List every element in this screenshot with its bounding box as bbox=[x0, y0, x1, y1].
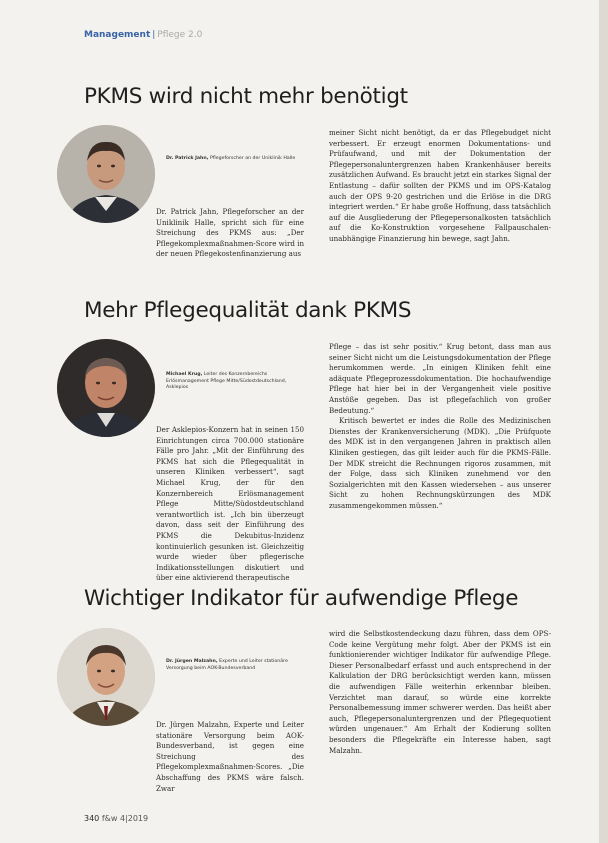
article-1-headline: PKMS wird nicht mehr benötigt bbox=[84, 84, 408, 109]
caption-1-name: Dr. Patrick Jahn, bbox=[166, 156, 209, 161]
subsection-label: Pflege 2.0 bbox=[157, 30, 203, 40]
article-3-column-2 bbox=[329, 629, 551, 756]
page-edge bbox=[599, 0, 608, 843]
article-2-headline: Mehr Pflegequalität dank PKMS bbox=[84, 298, 412, 323]
article-3-col2-text: wird die Selbstkostendeckung dazu führen, dass dem OPS-Code keine Vergütung mehr folgt. Aber der PKMS ist ein funktionierender wichtiger Indikator für aufwendige Pflege. Dieser Personalbedarf erfasst und auch entsprechend in der Kalkulation der DRG berücksichtigt werden kann, müssen die aufwendigen Fälle weiterhin erkennbar bleiben. Verzichtet man darauf, so würde eine korrekte Personalbemessung immer schwerer werden. Das heißt aber auch, Pflegepersonaluntergrenzen und der Pflegequotient würden ungenauer.“ Am Erhalt der Kodierung sollten besonders die Pflegekräfte ein Interesse haben, sagt Malzahn. bbox=[329, 629, 551, 755]
article-3-column-1 bbox=[84, 720, 304, 794]
article-1-column-1 bbox=[84, 207, 304, 260]
magazine-issue: f&w 4|2019 bbox=[101, 814, 149, 823]
portrait-michael-krug bbox=[57, 339, 155, 437]
article-2-col2b-text: Kritisch bewertet er indes die Rolle des Medizinischen Dienstes der Krankenversicherung (MDK). „Die Prüfquote des MDK ist in den vergangenen Jahren in praktisch allen Kliniken gestiegen, das gilt leider auch für die PKMS-Fälle. Der MDK streicht die Rechnungen rigoros zusammen, mit der Folge, dass sich Kliniken zunehmend vor den Sozialgerichten mit den Kassen wiedersehen – aus unserer Sicht zu hohen Rechnungskürzungen des MDK zusammengekommen müssen.“ bbox=[329, 416, 551, 510]
article-1-col2-text: meiner Sicht nicht benötigt, da er das Pflegebudget nicht verbessert. Er erzeugt enormen Dokumentations- und Prüfaufwand, und mit der Dokumentation der Pflegepersonaluntergrenzen haben Krankenhäuser bereits zusätzlichen Aufwand. Es braucht jetzt ein starkes Signal der Entlastung – dafür sollten der PKMS und im OPS-Katalog auch der OPS 9-20 gestrichen und die Erlöse in die DRG integriert werden.“ Er habe große Hoffnung, dass tatsächlich auf die Ausgliederung der Pflegepersonalkosten tatsächlich auf die Ko-Konstruktion vorgesehene Fallpauschalen-unabhängige Finanzierung hin bewege, sagt Jahn. bbox=[329, 128, 551, 243]
section-label: Management bbox=[84, 30, 151, 40]
article-3-col1-text: Dr. Jürgen Malzahn, Experte und Leiter stationäre Versorgung beim AOK-Bundesverband, ist gegen eine Streichung des Pflegekomplexmaßnahmen-Scores. „Die Abschaffung des PKMS wäre falsch. Zwar bbox=[156, 720, 304, 793]
caption-3 bbox=[166, 659, 306, 672]
article-2-column-1 bbox=[84, 425, 304, 584]
caption-1 bbox=[166, 156, 306, 163]
caption-3-role: Experte und Leiter stationäre Versorgung beim AOK-Bundesverband bbox=[166, 659, 288, 671]
section-header bbox=[84, 30, 202, 40]
article-1-col1-text: Dr. Patrick Jahn, Pflegeforscher an der Uniklinik Halle, spricht sich für eine Streichung des PKMS aus: „Der Pflegekomplexmaßnahmen-Score wird in der neuen Pflegekostenfinanzierung aus bbox=[156, 207, 305, 259]
section-separator: | bbox=[152, 30, 156, 40]
caption-2-name: Michael Krug, bbox=[166, 372, 203, 377]
article-2-column-2 bbox=[329, 342, 551, 512]
caption-1-role: Pflegeforscher an der Uniklinik Halle bbox=[209, 156, 296, 161]
page-footer bbox=[84, 814, 148, 823]
article-2-col1-text: Der Asklepios-Konzern hat in seinen 150 Einrichtungen circa 700.000 stationäre Fälle pro Jahr. „Mit der Einführung des PKMS hat sich die Pflegequalität in unseren Kliniken verbessert“, sagt Michael Krug, der für den Konzernbereich Erlösmanagement Pflege Mitte/Südostdeutschland verantwortlich ist. „Ich bin überzeugt davon, dass seit der Einführung des PKMS die Dekubitus-Inzidenz kontinuierlich gesunken ist. Gleichzeitig wurde wieder über pflegerische Indikationsstellungen diskutiert und über eine aktivierend therapeutische bbox=[156, 425, 304, 583]
article-3-headline: Wichtiger Indikator für aufwendige Pflege bbox=[84, 586, 519, 611]
article-1-column-2 bbox=[329, 128, 551, 245]
article-2-col2a-text: Pflege – das ist sehr positiv.“ Krug betont, dass man aus seiner Sicht nicht um die Leistungsdokumentation der Pflege herumkommen werde. „In einigen Kliniken fehlt eine adäquate Pflegeprozessdokumentation. Die hochaufwendige Pflege hat hier bei in der Vergangenheit viele positive Anstöße gegeben. Das ist pflegefachlich von großer Bedeutung.“ bbox=[329, 342, 551, 415]
caption-2 bbox=[166, 372, 306, 392]
portrait-juergen-malzahn bbox=[57, 628, 155, 726]
page-number: 340 bbox=[84, 814, 100, 823]
caption-3-name: Dr. Jürgen Malzahn, bbox=[166, 659, 218, 664]
caption-2-role: Leiter des Konzernbereichs Erlösmanagement Pflege Mitte/Südostdeutschland, Asklepios bbox=[166, 372, 287, 391]
